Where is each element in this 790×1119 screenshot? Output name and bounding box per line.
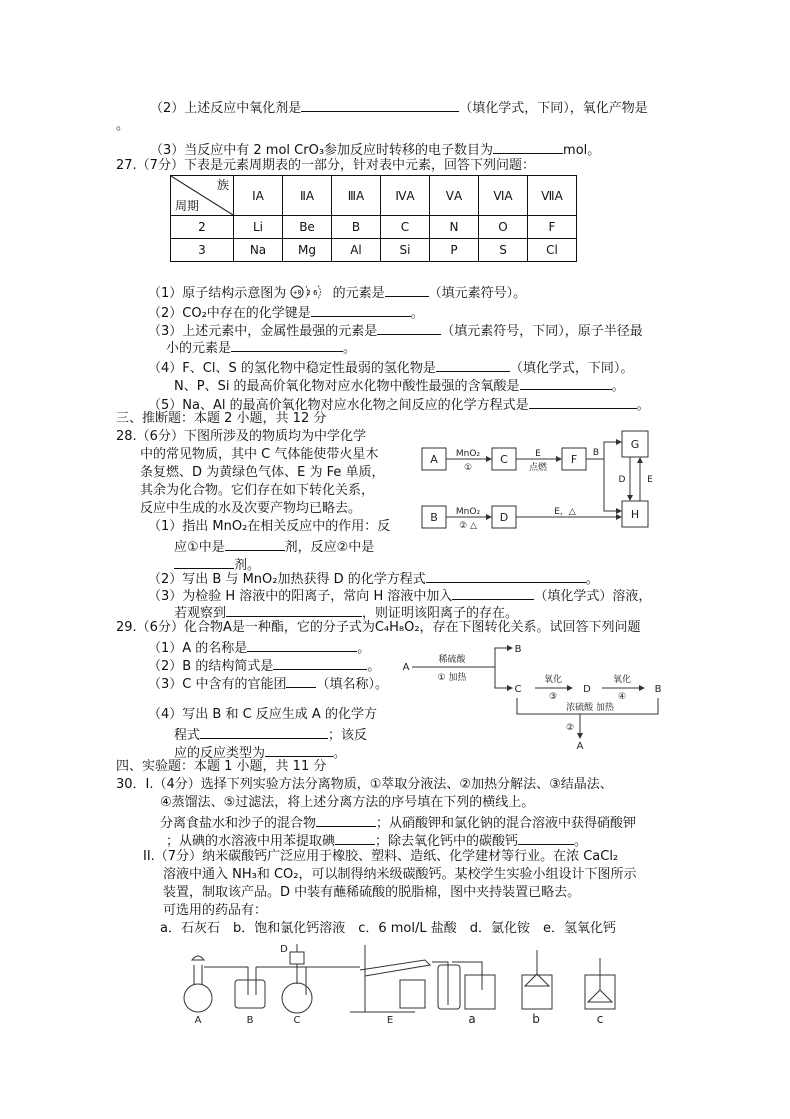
q28-title: 28.（6分）下图所涉及的物质均为中学化学 [116, 429, 366, 444]
q30-text: 溶液中通入 NH₃和 CO₂，可以制得纳米级碳酸钙。某校学生实验小组设计下图所示 [163, 867, 637, 882]
text: 。 [410, 306, 424, 321]
answer-blank [286, 675, 316, 688]
answer-blank [426, 570, 586, 583]
q29-title: 29.（6分）化合物A是一种酯，它的分子式为C₄H₈O₂，存在下图转化关系。试回答下列问题 [116, 620, 641, 635]
text: （3）上述元素中，金属性最强的元素是 [148, 324, 378, 339]
answer-blank [301, 99, 459, 112]
q29-sub4-cont [174, 744, 347, 761]
element-cell: Na [234, 239, 283, 262]
q30-part2: II.（7分）纳米碳酸钙广泛应用于橡胶、塑料、造纸、化学建材等行业。在浓 CaCl₂ [143, 849, 619, 864]
label-f: F [570, 453, 578, 466]
text: 的元素是 [332, 286, 385, 301]
element-cell: S [479, 239, 528, 262]
label-d: D [499, 511, 509, 524]
condition-label: 氧化 [543, 675, 563, 685]
q26-part3 [150, 141, 601, 158]
element-cell: P [430, 239, 479, 262]
text: （填化学式，下同），氧化产物是 [459, 101, 648, 116]
text: 。 [357, 641, 371, 656]
atom-structure-diagram [290, 285, 328, 299]
text: （1）原子结构示意图为 [148, 286, 287, 301]
answer-blank [436, 359, 510, 372]
q28-flow-diagram [410, 428, 670, 538]
q28-sub3-cont [174, 604, 519, 621]
answer-blank [316, 814, 376, 827]
q29-sub3 [148, 675, 388, 692]
table-row [171, 239, 577, 262]
group-header: ⅣA [381, 176, 430, 216]
apparatus-diagram [170, 940, 640, 1025]
q30-text: ④蒸馏法、⑤过滤法，将上述分离方法的序号填在下列的横线上。 [160, 795, 535, 810]
answer-blank [174, 556, 234, 569]
flask-a [184, 984, 212, 1012]
tube-d [290, 952, 304, 964]
answer-blank [311, 304, 411, 317]
element-cell: C [381, 216, 430, 239]
text: （5）Na、Al 的最高价氧化物对应水化物之间反应的化学方程式是 [148, 398, 529, 413]
element-cell: Li [234, 216, 283, 239]
text: （填名称）。 [316, 677, 388, 692]
bottle-a [438, 965, 460, 1009]
text: mol。 [563, 143, 601, 158]
group-header: ⅢA [332, 176, 381, 216]
q29-sub1 [148, 639, 371, 656]
reagent-options: a．石灰石 b．饱和氯化钙溶液 c．6 mol/L 盐酸 d．氯化铵 e．氢氧化钙 [160, 921, 617, 936]
text: 剂。 [234, 558, 261, 573]
text: 。 [574, 834, 588, 849]
text: （2）上述反应中氧化剂是 [150, 101, 302, 116]
answer-blank [529, 396, 637, 409]
condition-label: 氧化 [612, 675, 632, 685]
reagent-label: MnO₂ [455, 507, 481, 517]
answer-blank [225, 538, 285, 551]
q30-text [160, 814, 637, 831]
group-header: ⅦA [528, 176, 577, 216]
q28-text: 其余为化合物。它们存在如下转化关系， [140, 483, 375, 498]
group-header: ⅡA [283, 176, 332, 216]
condition-label: 浓硫酸 加热 [566, 703, 614, 713]
label-d: D [583, 684, 591, 695]
q28-text: 反应中生成的水及次要产物均已略去。 [140, 501, 362, 516]
answer-blank [385, 284, 429, 297]
beaker-b [522, 975, 552, 1009]
period-cell: 2 [171, 216, 234, 239]
answer-blank [520, 377, 612, 390]
label-a: A [430, 453, 438, 466]
label-b: B [654, 684, 662, 695]
answer-blank [335, 832, 375, 845]
bottle-b [235, 980, 265, 1008]
answer-blank [518, 832, 574, 845]
reaction-number: ② △ [459, 521, 477, 531]
reaction-number: ① [463, 463, 473, 473]
q26-part2-end: 。 [116, 118, 130, 133]
element-cell: Be [283, 216, 332, 239]
answer-blank [452, 587, 534, 600]
answer-blank [265, 744, 333, 757]
label-g: G [630, 438, 640, 451]
answer-blank [247, 639, 357, 652]
label-d: D [280, 944, 288, 955]
text: （2）CO₂中存在的化学键是 [148, 306, 311, 321]
burner-e [400, 980, 425, 1008]
q28-sub1-cont [174, 556, 261, 573]
q27-sub4 [148, 359, 634, 376]
electron-shells: 2 6 [306, 289, 318, 297]
q28-text: 中的常见物质，其中 C 气体能使带火星木 [140, 447, 379, 462]
q27-sub5 [148, 396, 650, 413]
condition-label: E，△ [554, 507, 576, 517]
reagent-label: E [647, 475, 653, 485]
q27-sub1 [148, 284, 527, 301]
label-a: A [576, 741, 584, 752]
q28-sub3 [148, 587, 652, 604]
label-option-c: c [596, 1012, 604, 1025]
text: （填元素符号）。 [428, 286, 527, 301]
q30-text [166, 832, 588, 849]
q29-sub4-cont [174, 726, 368, 743]
section-4-heading: 四、实验题：本题 1 小题，共 11 分 [116, 759, 327, 774]
group-header: ⅤA [430, 176, 479, 216]
q27-sub4-cont [174, 377, 625, 394]
reaction-number: ③ [548, 692, 558, 702]
text: 应的反应类型为 [174, 746, 266, 761]
label-b: B [430, 511, 438, 524]
q29-sub4: （4）写出 B 和 C 反应生成 A 的化学方 [148, 707, 377, 722]
beaker-a [465, 975, 495, 1009]
q28-sub2 [148, 570, 599, 587]
element-cell: Al [332, 239, 381, 262]
q27-sub3-cont [166, 339, 357, 356]
group-label: 族 [216, 178, 229, 192]
condition-label: ① 加热 [437, 673, 467, 683]
label-c: C [514, 684, 522, 695]
text: N、P、Si 的最高价氧化物对应水化物中酸性最强的含氧酸是 [174, 379, 520, 394]
label-option-a: a [468, 1012, 476, 1025]
q30-text: 装置，制取该产品。D 中装有蘸稀硫酸的脱脂棉，图中夹持装置已略去。 [163, 885, 581, 900]
text: 。 [611, 379, 625, 394]
section-3-heading: 三、推断题：本题 2 小题，共 12 分 [116, 411, 327, 426]
reagent-label: E [535, 449, 541, 459]
text: （填元素符号，下同），原子半径最 [441, 324, 643, 339]
label-c: C [293, 1015, 301, 1025]
text: （2）写出 B 与 MnO₂加热获得 D 的化学方程式 [148, 572, 426, 587]
label-a: A [194, 1015, 202, 1025]
group-header: ⅥA [479, 176, 528, 216]
text: 。 [636, 398, 650, 413]
answer-blank [200, 726, 328, 739]
text: （3）C 中含有的官能团 [148, 677, 287, 692]
element-cell: F [528, 216, 577, 239]
text: （1）A 的名称是 [148, 641, 248, 656]
label-c: C [500, 453, 508, 466]
text: （3）当反应中有 2 mol CrO₃参加反应时转移的电子数目为 [150, 143, 494, 158]
period-label: 周期 [175, 199, 200, 213]
group-header: ⅠA [234, 176, 283, 216]
text: （3）为检验 H 溶液中的阳离子，常向 H 溶液中加入 [148, 589, 453, 604]
q28-text: 条复燃、D 为黄绿色气体、E 为 Fe 单质， [140, 465, 385, 480]
text: （填化学式）溶液， [534, 589, 652, 604]
period-cell: 3 [171, 239, 234, 262]
answer-blank [273, 657, 367, 670]
q29-sub2 [148, 657, 381, 674]
corner-cell [171, 176, 234, 216]
element-cell: N [430, 216, 479, 239]
condition-label: 点燃 [528, 463, 548, 473]
element-cell: Si [381, 239, 430, 262]
label-h: H [630, 508, 640, 521]
label-b: B [246, 1015, 254, 1025]
label-a: A [402, 662, 410, 673]
q27-sub3 [148, 322, 643, 339]
text: ；从硝酸钾和氯化钠的混合溶液中获得硝酸钾 [376, 816, 637, 831]
text: 程式 [174, 728, 201, 743]
reaction-number: ④ [617, 692, 627, 702]
table-row [171, 216, 577, 239]
q27-title: 27.（7分）下表是元素周期表的一部分，针对表中元素，回答下列问题： [116, 158, 535, 173]
reagent-label: D [618, 475, 626, 485]
reagent-label: 稀硫酸 [438, 655, 466, 665]
reaction-number: ② [565, 723, 575, 733]
element-cell: B [332, 216, 381, 239]
answer-blank [226, 604, 362, 617]
reagent-label: B [592, 448, 600, 458]
q26-part2 [150, 99, 648, 116]
text: （4）F、Cl、S 的氢化物中稳定性最弱的氢化物是 [148, 361, 436, 376]
text: 。 [585, 572, 599, 587]
text: 剂，反应②中是 [284, 540, 375, 555]
label-option-b: b [532, 1012, 540, 1025]
label-e: E [386, 1015, 394, 1025]
text: ，则证明该阳离子的存在。 [362, 606, 519, 621]
element-cell: O [479, 216, 528, 239]
text: 分离食盐水和沙子的混合物 [160, 816, 317, 831]
text: （2）B 的结构简式是 [148, 659, 274, 674]
q29-flow-diagram [400, 640, 675, 752]
element-cell: Cl [528, 239, 577, 262]
q28-sub1: （1）指出 MnO₂在相关反应中的作用：反 [148, 519, 391, 534]
q30-part1: 30．I.（4分）选择下列实验方法分离物质，①萃取分液法、②加热分解法、③结晶法、 [116, 777, 613, 792]
answer-blank [493, 141, 563, 154]
text: 小的元素是 [166, 341, 232, 356]
reagent-label: MnO₂ [455, 449, 481, 459]
text: ；该反 [328, 728, 368, 743]
text: ；除去氧化钙中的碳酸钙 [375, 834, 519, 849]
periodic-table [170, 175, 577, 262]
q27-sub2 [148, 304, 424, 321]
text: （填化学式，下同）。 [509, 361, 634, 376]
text: 。 [333, 746, 347, 761]
flask-c [282, 983, 312, 1013]
q30-text: 可选用的药品有： [163, 903, 268, 918]
text: 若观察到 [174, 606, 227, 621]
q28-sub1-cont [174, 538, 375, 555]
label-b: B [514, 644, 522, 655]
answer-blank [377, 322, 441, 335]
text: ；从碘的水溶液中用苯提取碘 [166, 834, 336, 849]
nucleus-charge: +8 [292, 289, 302, 297]
answer-blank [231, 339, 343, 352]
text: 。 [343, 341, 357, 356]
text: 。 [367, 659, 381, 674]
text: 应①中是 [174, 540, 225, 555]
element-cell: Mg [283, 239, 332, 262]
